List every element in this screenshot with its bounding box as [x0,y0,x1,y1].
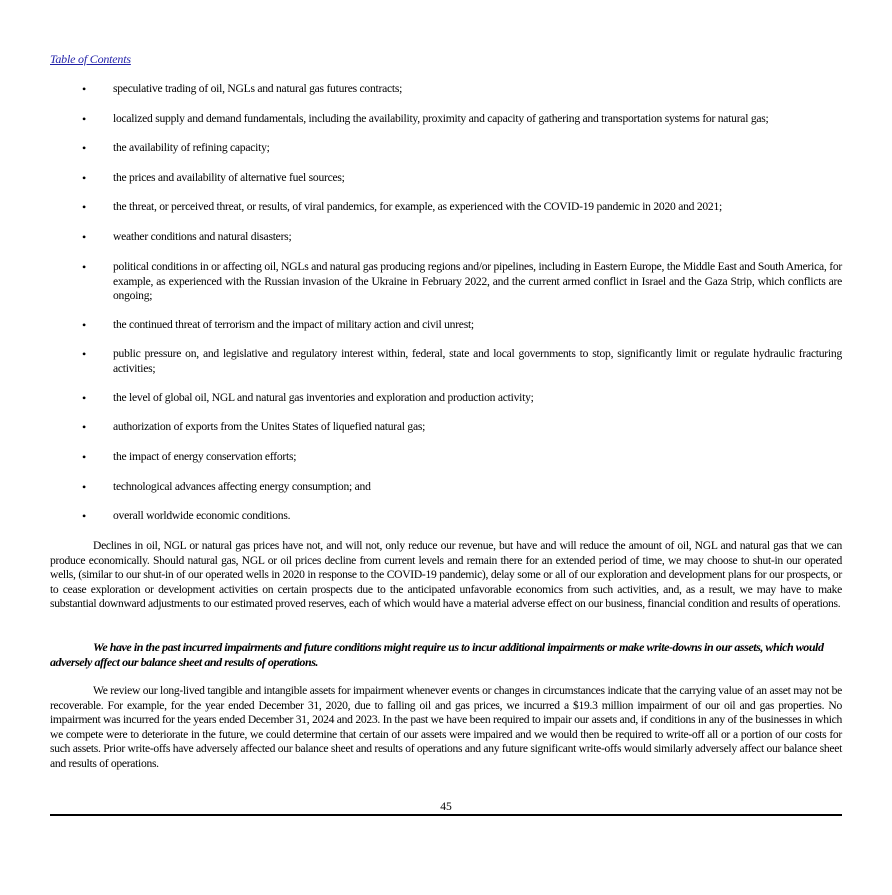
bullet-icon: • [82,450,87,464]
bullet-text: authorization of exports from the Unites States of liquefied natural gas; [113,420,426,433]
bullet-text: weather conditions and natural disasters; [113,230,292,243]
bullet-icon: • [82,347,87,361]
bullet-text: the availability of refining capacity; [113,141,270,154]
bullet-text: the level of global oil, NGL and natural gas inventories and exploration and production activity; [113,391,534,404]
bullet-icon: • [82,82,87,96]
footer-divider [50,814,842,816]
bullet-text: public pressure on, and legislative and regulatory interest within, federal, state and local governments to stop, significantly limit or regulate hydraulic fracturing activities; [113,347,842,375]
bullet-text: the threat, or perceived threat, or results, of viral pandemics, for example, as experienced with the COVID-19 pandemic in 2020 and 2021; [113,200,722,213]
bullet-text: speculative trading of oil, NGLs and natural gas futures contracts; [113,82,403,95]
bullet-icon: • [82,480,87,494]
paragraph-impairment-review: We review our long-lived tangible and intangible assets for impairment whenever events or changes in circumstances indicate that the carrying value of an asset may not be recoverable. For example, for the year ended December 31, 2020, due to falling oil and gas prices, we incurred a $19.3 million impairment of our oil and gas properties. No impairment was incurred for the years ended December 31, 2024 and 2023. In the past we have been required to impair our assets and, if conditions in any of the businesses in which we compete were to deteriorate in the future, we could determine that certain of our assets were impaired and we would then be required to write-off all or a portion of our costs for such assets. Prior write-offs have adversely affected our balance sheet and results of operations and any future significant write-offs would similarly adversely affect our balance sheet and results of operations. [50,684,842,770]
bullet-icon: • [82,391,87,405]
page-number: 45 [440,800,452,813]
bullet-icon: • [82,112,87,126]
bullet-text: the continued threat of terrorism and the impact of military action and civil unrest; [113,318,474,331]
bullet-icon: • [82,509,87,523]
table-of-contents-link[interactable]: Table of Contents [50,52,131,66]
bullet-text: the impact of energy conservation efforts; [113,450,297,463]
bullet-text: localized supply and demand fundamentals, including the availability, proximity and capacity of gathering and transportation systems for natural gas; [113,112,769,125]
risk-factor-heading: We have in the past incurred impairments and future conditions might require us to incur additional impairments or make write-downs in our assets, which would adversely affect our balance sheet and results of operations. [50,640,824,669]
bullet-text: technological advances affecting energy consumption; and [113,480,371,493]
bullet-text: political conditions in or affecting oil, NGLs and natural gas producing regions and/or pipelines, including in Eastern Europe, the Middle East and South America, for example, as experienced with the Russian invasion of the Ukraine in February 2022, and the current armed conflict in Israel and the Gaza Strip, which conflicts are ongoing; [113,260,842,302]
bullet-icon: • [82,420,87,434]
bullet-icon: • [82,200,87,214]
bullet-icon: • [82,260,87,274]
bullet-text: overall worldwide economic conditions. [113,509,291,522]
bullet-icon: • [82,171,87,185]
bullet-icon: • [82,141,87,155]
bullet-text: the prices and availability of alternative fuel sources; [113,171,345,184]
paragraph-price-declines: Declines in oil, NGL or natural gas prices have not, and will not, only reduce our revenue, but have and will reduce the amount of oil, NGL and natural gas that we can produce economically. Should natural gas, NGL or oil prices decline from current levels and remain there for an extended period of time, we may choose to shut-in our operated wells, (similar to our shut-in of our operated wells in 2020 in response to the COVID-19 pandemic), delay some or all of our exploration and development plans for our prospects, or to cease exploration or development activities on certain prospects due to the anticipated unfavorable economics from such activities, and, as a result, we may have to make substantial downward adjustments to our estimated proved reserves, each of which would have a material adverse effect on our business, financial condition and results of operations. [50,539,842,611]
bullet-icon: • [82,318,87,332]
bullet-icon: • [82,230,87,244]
